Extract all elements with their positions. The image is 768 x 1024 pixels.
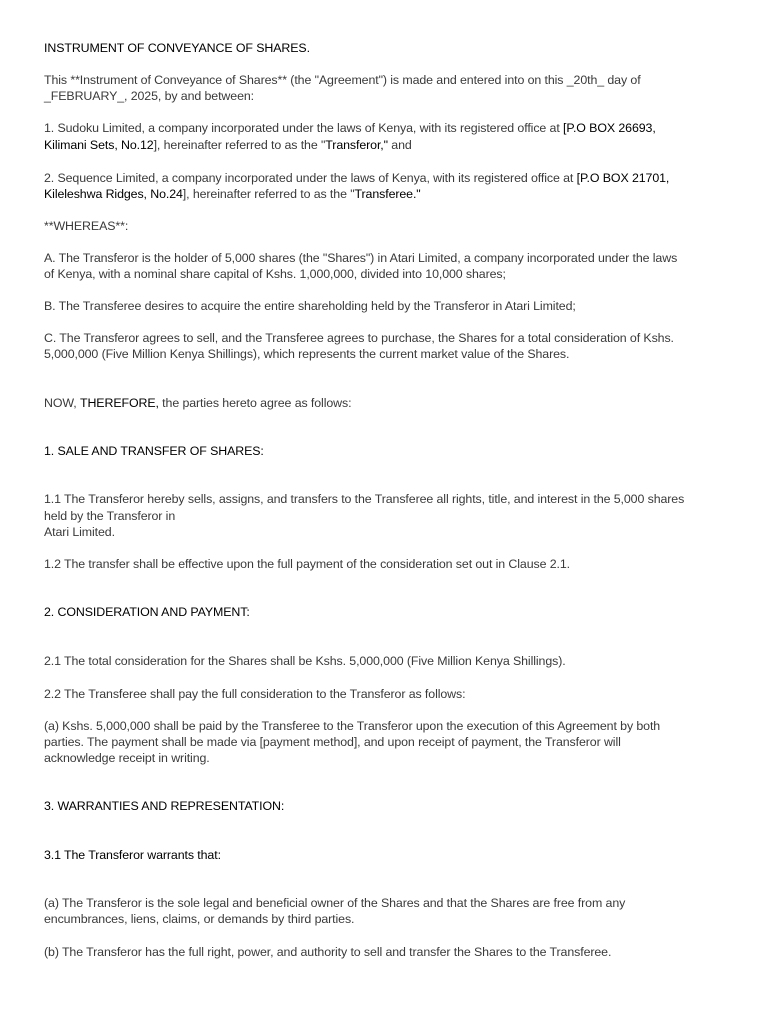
party2-role: Transferee." — [354, 187, 421, 201]
clause-1-1-line-3: Atari Limited. — [44, 525, 115, 539]
party2-text-cont: ], hereinafter referred to as the " — [182, 187, 355, 201]
clause-1-2: 1.2 The transfer shall be effective upon the full payment of the consideration set out in Clause 2.1. — [44, 557, 571, 571]
recital-b: B. The Transferee desires to acquire the entire shareholding held by the Transferor in Atari Limited; — [44, 299, 576, 313]
recital-c-line-1: C. The Transferor agrees to sell, and the Transferee agrees to purchase, the Shares for a total consideration of Kshs. — [44, 331, 674, 345]
clause-2-2-a-line-1: (a) Kshs. 5,000,000 shall be paid by the Transferee to the Transferor upon the execution of this Agreement by both — [44, 719, 661, 733]
warranty-b: (b) The Transferor has the full right, power, and authority to sell and transfer the Shares to the Transferee. — [44, 945, 612, 959]
clause-1-1-line-2: held by the Transferor in — [44, 509, 176, 523]
party1-address: [P.O BOX 26693, — [563, 121, 656, 135]
intro-line-1: This **Instrument of Conveyance of Shares** (the "Agreement") is made and entered into on this _20th_ day of — [44, 73, 641, 87]
section-1-heading: 1. SALE AND TRANSFER OF SHARES: — [44, 444, 264, 458]
party1-text: 1. Sudoku Limited, a company incorporated under the laws of Kenya, with its registered office at — [44, 121, 564, 135]
recital-c-line-2: 5,000,000 (Five Million Kenya Shillings), which represents the current market value of the Shares. — [44, 347, 570, 361]
clause-1-1-line-1: 1.1 The Transferor hereby sells, assigns, and transfers to the Transferee all rights, title, and interest in the 5,000 shares — [44, 492, 685, 506]
warranty-a-line-1: (a) The Transferor is the sole legal and beneficial owner of the Shares and that the Shares are free from any — [44, 896, 626, 910]
intro-line-2: _FEBRUARY_, 2025, by and between: — [44, 89, 254, 103]
party1-address-cont: Kilimani Sets, No.12 — [44, 138, 154, 152]
party2-text: 2. Sequence Limited, a company incorporated under the laws of Kenya, with its registered office at — [44, 171, 577, 185]
clause-2-1: 2.1 The total consideration for the Shares shall be Kshs. 5,000,000 (Five Million Kenya Shillings). — [44, 654, 566, 668]
clause-2-2-a-line-3: acknowledge receipt in writing. — [44, 751, 210, 765]
clause-2-2-a-line-2: parties. The payment shall be made via [payment method], and upon receipt of payment, the Transferor will — [44, 735, 621, 749]
clause-3-1-heading: 3.1 The Transferor warrants that: — [44, 848, 221, 862]
agree-text: the parties hereto agree as follows: — [158, 396, 352, 410]
party1-line-1 — [44, 120, 656, 136]
party2-address: [P.O BOX 21701, — [576, 171, 670, 185]
document-page — [44, 0, 734, 1024]
document-title: INSTRUMENT OF CONVEYANCE OF SHARES. — [44, 41, 310, 55]
party1-text-cont: ], hereinafter referred to as the " — [153, 138, 326, 152]
party2-line-2 — [44, 186, 421, 202]
party2-address-cont: Kileleshwa Ridges, No.24 — [44, 187, 183, 201]
warranty-a-line-2: encumbrances, liens, claims, or demands by third parties. — [44, 912, 355, 926]
party1-role: Transferor," — [325, 138, 388, 152]
now-text: NOW, — [44, 396, 80, 410]
recital-a-line-1: A. The Transferor is the holder of 5,000 shares (the "Shares") in Atari Limited, a company incorporated under the laws — [44, 251, 678, 265]
section-2-heading: 2. CONSIDERATION AND PAYMENT: — [44, 605, 250, 619]
party1-and: and — [387, 138, 412, 152]
party1-line-2 — [44, 137, 412, 153]
clause-2-2: 2.2 The Transferee shall pay the full consideration to the Transferor as follows: — [44, 687, 466, 701]
party2-line-1 — [44, 170, 669, 186]
recital-a-line-2: of Kenya, with a nominal share capital of Kshs. 1,000,000, divided into 10,000 shares; — [44, 267, 506, 281]
section-3-heading: 3. WARRANTIES AND REPRESENTATION: — [44, 799, 285, 813]
whereas-heading: **WHEREAS**: — [44, 219, 129, 233]
now-therefore-line — [44, 395, 351, 411]
therefore-text: THEREFORE, — [79, 396, 159, 410]
